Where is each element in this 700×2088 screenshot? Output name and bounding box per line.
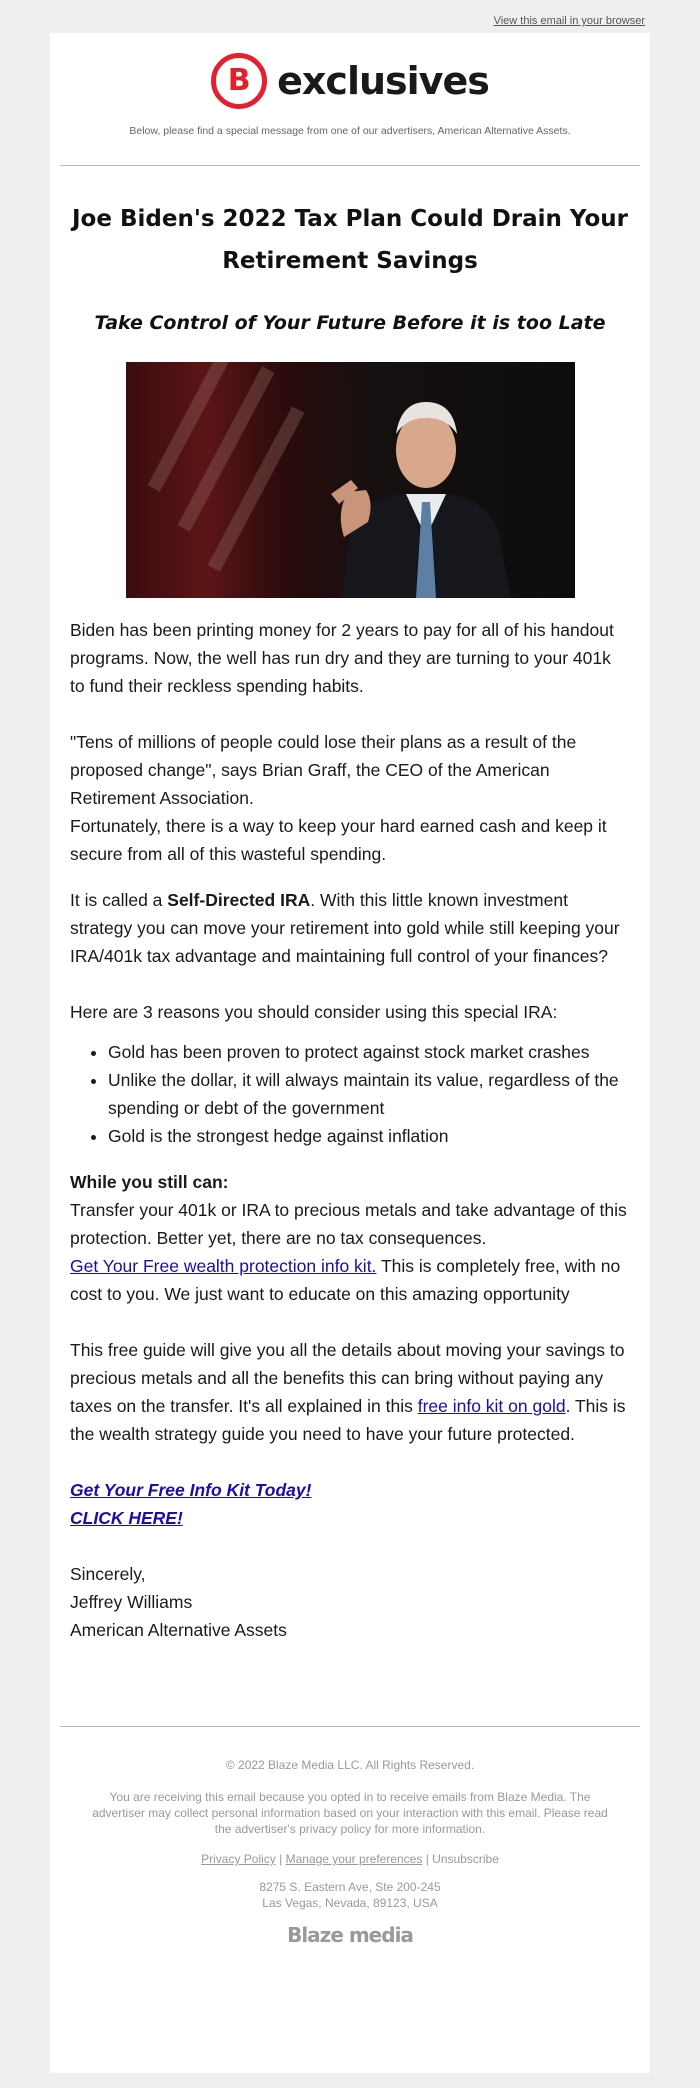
signature: Sincerely, Jeffrey Williams American Alternative Assets <box>70 1564 287 1640</box>
paragraph-1: Biden has been printing money for 2 years to pay for all of his handout programs. Now, the well has run dry and they are turning to your 401k to fund their reckless spending habits. <box>70 620 614 696</box>
view-in-browser-link[interactable]: View this email in your browser <box>493 15 645 27</box>
unsubscribe-link[interactable]: Unsubscribe <box>432 1852 499 1866</box>
gold-kit-link[interactable]: free info kit on gold <box>417 1396 566 1416</box>
blaze-b-icon <box>211 53 267 109</box>
email-card <box>50 33 650 2073</box>
hero-image <box>126 362 575 598</box>
cta-block <box>70 1476 630 1532</box>
footer-notice: You are receiving this email because you opted in to receive emails from Blaze Media. The advertiser may collect personal information based on your interaction with this email. Please read the advertiser's privacy policy for more information. <box>92 1790 608 1836</box>
address-line-2: Las Vegas, Nevada, 89123, USA <box>262 1896 438 1910</box>
paragraph-6: While you still can: Transfer your 401k or IRA to precious metals and take advantage of this protection. Better yet, there are no tax consequences. Get Your Free wealth protection info kit. This is completely free, with no cost to you. We just want to educate on this amazing opportunity <box>70 1172 627 1304</box>
list-item: • Unlike the dollar, it will always maintain its value, regardless of the spending or debt of the government <box>108 1066 630 1122</box>
speaker-figure <box>126 362 575 598</box>
list-item: • Gold is the strongest hedge against inflation <box>108 1122 630 1150</box>
cta-click-here-link[interactable]: CLICK HERE! <box>70 1508 183 1528</box>
self-directed-ira-term: Self-Directed IRA <box>167 890 311 910</box>
manage-preferences-link[interactable]: Manage your preferences <box>285 1852 423 1866</box>
paragraph-3: Fortunately, there is a way to keep your hard earned cash and keep it secure from all of this wasteful spending. <box>70 816 607 864</box>
subheadline: Take Control of Your Future Before it is too Late <box>94 312 606 334</box>
list-item: • Gold has been proven to protect against stock market crashes <box>108 1038 630 1066</box>
paragraph-5: Here are 3 reasons you should consider using this special IRA: <box>70 1002 558 1022</box>
paragraph-2: "Tens of millions of people could lose their plans as a result of the proposed change", says Brian Graff, the CEO of the American Retirement Association. <box>70 732 577 808</box>
address-line-1: 8275 S. Eastern Ave, Ste 200-245 <box>259 1880 441 1894</box>
footer-links: Privacy Policy | Manage your preferences | Unsubscribe <box>201 1852 499 1866</box>
cta-info-kit-link[interactable]: Get Your Free Info Kit Today! <box>70 1480 312 1500</box>
article <box>50 198 650 1644</box>
privacy-policy-link[interactable]: Privacy Policy <box>201 1852 276 1866</box>
while-heading: While you still can: <box>70 1172 229 1192</box>
logo-text: exclusives <box>277 59 489 103</box>
paragraph-7: This free guide will give you all the details about moving your savings to precious metals and all the benefits this can bring without paying any taxes on the transfer. It's all explained in this free info kit on gold. This is the wealth strategy guide you need to have your future protected. <box>70 1340 626 1444</box>
blaze-media-logo[interactable]: Blaze media <box>287 1923 413 1947</box>
advertiser-note: Below, please find a special message from one of our advertisers, American Alternative Assets. <box>129 125 571 137</box>
info-kit-link[interactable]: Get Your Free wealth protection info kit. <box>70 1256 377 1276</box>
topbar <box>0 0 700 33</box>
exclusives-logo[interactable] <box>211 53 489 109</box>
email-footer <box>50 1757 650 1947</box>
paragraph-4: It is called a Self-Directed IRA. With this little known investment strategy you can move your retirement into gold while still keeping your IRA/401k tax advantage and maintaining full control of your finances? <box>70 890 620 966</box>
copyright: © 2022 Blaze Media LLC. All Rights Reserved. <box>225 1758 475 1772</box>
email-header <box>50 33 650 165</box>
footer-divider <box>60 1726 640 1727</box>
headline: Joe Biden's 2022 Tax Plan Could Drain Your Retirement Savings <box>72 206 628 274</box>
header-divider <box>60 165 640 166</box>
logo-letter: B <box>227 63 251 98</box>
reasons-list <box>108 1038 630 1150</box>
